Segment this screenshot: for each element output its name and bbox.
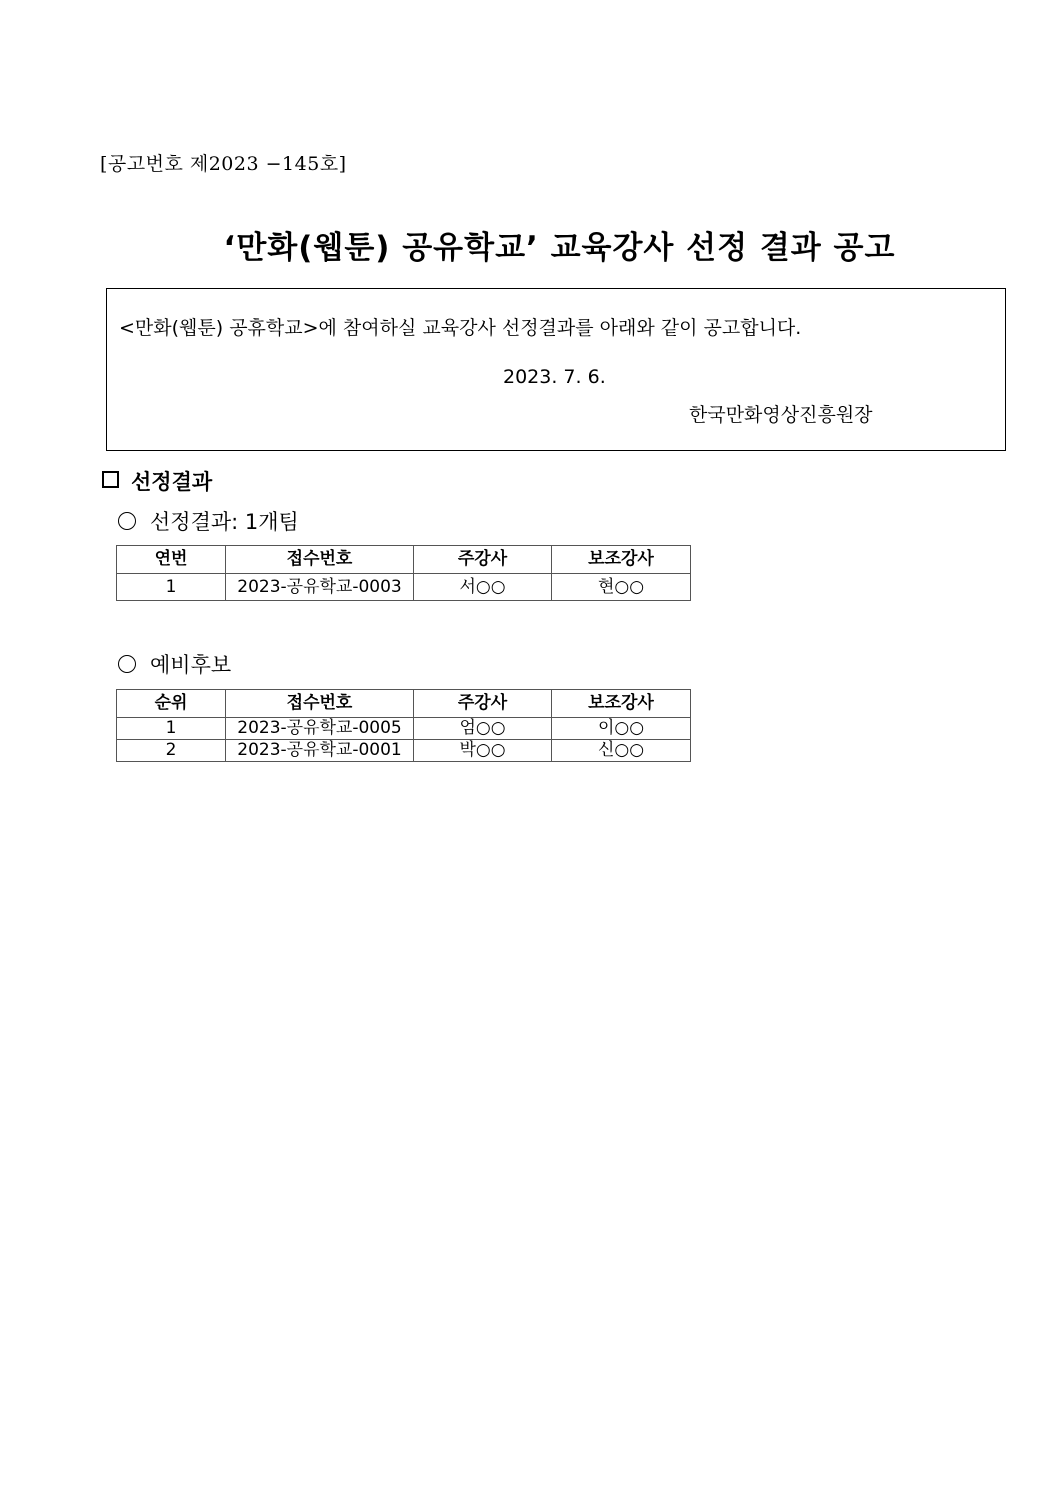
announcement-intro: <만화(웹툰) 공휴학교>에 참여하실 교육강사 선정결과를 아래와 같이 공고합니다. <box>119 317 802 339</box>
announcement-organization: 한국만화영상진흥원장 <box>689 404 873 426</box>
table-cell: 현○○ <box>552 574 691 601</box>
page-title: ‘만화(웹툰) 공유학교’ 교육강사 선정 결과 공고 <box>223 230 896 266</box>
table-cell: 신○○ <box>552 740 691 762</box>
circle-bullet-icon <box>118 655 136 673</box>
reserve-subheading <box>118 649 231 679</box>
reserve-label: 예비후보 <box>150 653 232 677</box>
table-row <box>117 740 691 762</box>
table-cell: 2023-공유학교-0003 <box>226 574 414 601</box>
table-header-row <box>117 690 691 718</box>
checkbox-square-icon <box>102 471 119 488</box>
table-cell: 박○○ <box>414 740 552 762</box>
notice-number: [공고번호 제2023 −145호] <box>100 153 347 175</box>
table-header-row <box>117 546 691 574</box>
header-cell: 주강사 <box>414 690 552 718</box>
header-cell: 보조강사 <box>552 546 691 574</box>
header-cell: 주강사 <box>414 546 552 574</box>
table-cell: 1 <box>117 718 226 740</box>
table-cell: 1 <box>117 574 226 601</box>
table-cell: 이○○ <box>552 718 691 740</box>
table-cell: 2023-공유학교-0001 <box>226 740 414 762</box>
selection-table <box>116 545 691 601</box>
table-cell: 2 <box>117 740 226 762</box>
announcement-date: 2023. 7. 6. <box>503 366 606 388</box>
table-cell: 엄○○ <box>414 718 552 740</box>
section-heading-label: 선정결과 <box>131 470 213 494</box>
table-cell: 서○○ <box>414 574 552 601</box>
header-cell: 접수번호 <box>226 546 414 574</box>
header-cell: 보조강사 <box>552 690 691 718</box>
selection-subheading <box>118 506 299 536</box>
selection-label: 선정결과: 1개팀 <box>150 510 299 534</box>
table-cell: 2023-공유학교-0005 <box>226 718 414 740</box>
reserve-table <box>116 689 691 762</box>
header-cell: 연번 <box>117 546 226 574</box>
header-cell: 접수번호 <box>226 690 414 718</box>
table-row <box>117 718 691 740</box>
header-cell: 순위 <box>117 690 226 718</box>
section-heading <box>102 466 212 496</box>
table-row <box>117 574 691 601</box>
announcement-box <box>106 288 1006 451</box>
circle-bullet-icon <box>118 512 136 530</box>
